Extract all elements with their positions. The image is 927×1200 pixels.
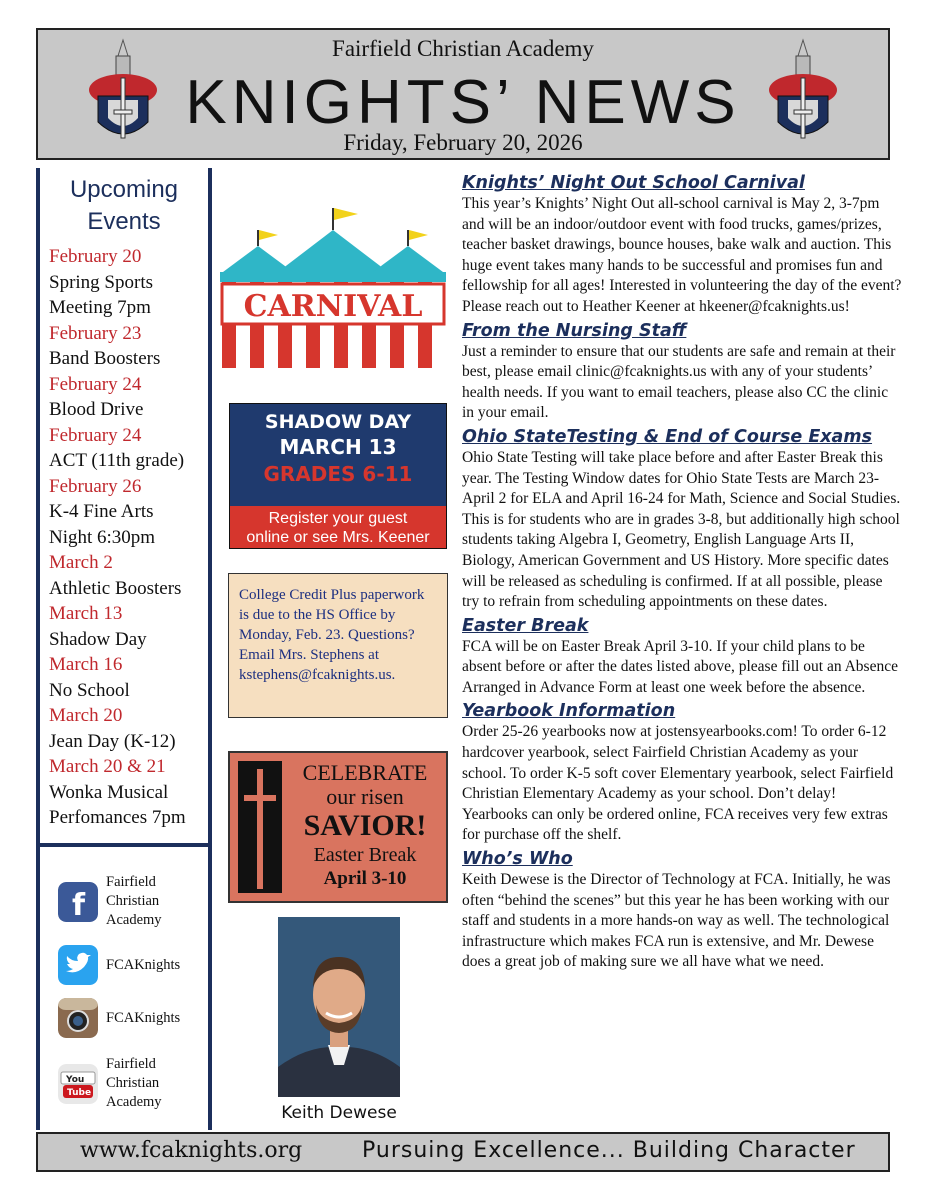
article-body: FCA will be on Easter Break April 3-10. If your child plans to be absent before or after the dates listed above, please fill out an Absence Arranged in Advance Form at least one week before the absence. [462, 637, 898, 696]
svg-text:You: You [66, 1074, 85, 1085]
event-desc: Jean Day (K-12) [49, 730, 176, 752]
instagram-link[interactable] [58, 998, 203, 1038]
event-desc: Perfomances 7pm [49, 807, 186, 828]
school-name: Fairfield Christian Academy [332, 36, 594, 61]
school-motto: Pursuing Excellence... Building Character [362, 1138, 856, 1163]
article-title: Easter Break [462, 615, 589, 636]
event-desc: K-4 Fine Arts [49, 501, 154, 522]
event-desc: Meeting 7pm [49, 297, 151, 318]
carnival-tent-graphic [218, 200, 448, 370]
article-title: From the Nursing Staff [462, 320, 687, 341]
event-date: February 20 [49, 246, 142, 267]
event-desc: Night 6:30pm [49, 526, 156, 548]
event-desc: Shadow Day [49, 628, 147, 650]
event-date: February 24 [49, 424, 142, 446]
article-testing [462, 426, 902, 613]
article-carnival [462, 172, 902, 318]
facebook-link[interactable]: f Fairfield Christian Academy [58, 873, 203, 930]
shadow-day-title: SHADOW DAY [264, 411, 412, 433]
college-credit-plus-notice [228, 573, 448, 718]
issue-date: Friday, February 20, 2026 [343, 130, 583, 155]
cross-icon [238, 761, 282, 893]
article-body: Ohio State Testing will take place before and after Easter Break this year. The Testing Window dates for Ohio State Tests are March 23-April 2 for ELA and April 16-24 for Math, Science and Social Studies. This is for students who are in grades 3-8, but additionally high school students taking Algebra I, Geometry, English Language Arts II, Biology, American Government and US History. More specific dates will be released as scheduling is confirmed. If at all possible, please try to refrain from scheduling appointments on these dates. [462, 448, 901, 611]
masthead [36, 28, 890, 160]
instagram-handle: FCAKnights [106, 1009, 181, 1026]
event-date: February 24 [49, 373, 142, 395]
svg-text:f: f [72, 887, 86, 922]
event-date: February 23 [49, 322, 142, 344]
event-date: March 20 [49, 705, 123, 726]
event-list [42, 244, 206, 831]
article-yearbook [462, 700, 902, 846]
facebook-icon [58, 882, 98, 922]
website-link[interactable]: www.fcaknights.org [80, 1138, 303, 1163]
sidebar-border-right [208, 168, 212, 1130]
article-nursing [462, 320, 902, 424]
event-date: March 2 [49, 552, 113, 573]
youtube-icon [58, 1064, 98, 1104]
youtube-link[interactable]: You Tube Fairfield Christian Academy [58, 1055, 203, 1112]
article-title: Yearbook Information [462, 701, 676, 722]
article-title: Knights’ Night Out School Carnival [462, 173, 805, 193]
event-date: March 16 [49, 654, 123, 675]
article-whos-who [462, 848, 902, 973]
event-date: March 13 [49, 603, 123, 624]
event-desc: No School [49, 679, 130, 701]
shadow-day-grades: GRADES 6-11 [263, 462, 413, 486]
instagram-icon [58, 998, 98, 1038]
shadow-day-banner [229, 403, 447, 549]
event-date: February 26 [49, 475, 142, 497]
event-desc: Blood Drive [49, 399, 144, 420]
event-desc: Band Boosters [49, 348, 161, 369]
events-heading: Upcoming Events [69, 176, 179, 235]
article-body: Keith Dewese is the Director of Technology at FCA. Initially, he was often “behind the scenes” but this year he has been working with our staff and students in a more hands-on way as well. The technological infrastructure which makes FCA run is extensive, and Mr. Dewese does a great job of making sure we all have what we need. [462, 871, 891, 971]
footer [36, 1132, 890, 1172]
twitter-link[interactable] [58, 945, 203, 985]
articles [462, 172, 902, 973]
svg-text:Tube: Tube [67, 1087, 92, 1098]
event-desc: Athletic Boosters [49, 577, 182, 599]
article-title: Who’s Who [462, 849, 573, 870]
article-body: This year’s Knights’ Night Out all-school carnival is May 2, 3-7pm and will be an indoor/outdoor event with food trucks, games/prizes, teacher basket drawings, bounce houses, bake walk and auction. This huge event takes many hands to be successful and promises fun and fellowship for all ages! Interested in volunteering the day of the event? Please reach out to Heather Keener at hkeener@fcaknights.us! [462, 195, 902, 315]
event-desc: ACT (11th grade) [49, 450, 185, 471]
sidebar-border-left [36, 168, 40, 1130]
event-desc: Wonka Musical [49, 781, 169, 803]
twitter-icon [58, 945, 98, 985]
event-date: March 20 & 21 [49, 756, 166, 777]
knight-crest-icon [768, 38, 838, 154]
carnival-sign: CARNIVAL [243, 289, 423, 324]
shadow-day-register: Register your guest online or see Mrs. Keener [230, 506, 446, 548]
sidebar-divider [40, 843, 208, 847]
article-body: Order 25-26 yearbooks now at jostensyearbooks.com! To order 6-12 hardcover yearbook, select Fairfield Christian Academy as your school. To order K-5 soft cover Elementary yearbook, select Fairfield Christian Elementary Academy as your school. Don’t delay! Yearbooks can only be ordered online, FCA receives very few extras for purchase off the shelf. [462, 723, 894, 844]
ccp-text: College Credit Plus paperwork is due to the HS Office by Monday, Feb. 23. Questions? Email Mrs. Stephens at kstephens@fcaknights.us. [239, 587, 425, 683]
article-title: Ohio StateTesting & End of Course Exams [462, 426, 873, 447]
twitter-handle: FCAKnights [106, 956, 181, 973]
shadow-day-date: MARCH 13 [279, 435, 397, 459]
easter-banner: CELEBRATE our risen SAVIOR! Easter Break April 3-10 [228, 751, 448, 903]
staff-portrait [278, 917, 400, 1097]
upcoming-events [42, 168, 206, 831]
newsletter-title: KNIGHTS’ NEWS [185, 68, 741, 137]
event-desc: Spring Sports [49, 271, 153, 293]
article-body: Just a reminder to ensure that our students are safe and remain at their best, please email clinic@fcaknights.us with any of your students’ health needs. If you want to email teachers, please also CC the clinic in your email. [462, 342, 896, 422]
portrait-caption: Keith Dewese [281, 1103, 397, 1123]
article-easter [462, 615, 902, 699]
